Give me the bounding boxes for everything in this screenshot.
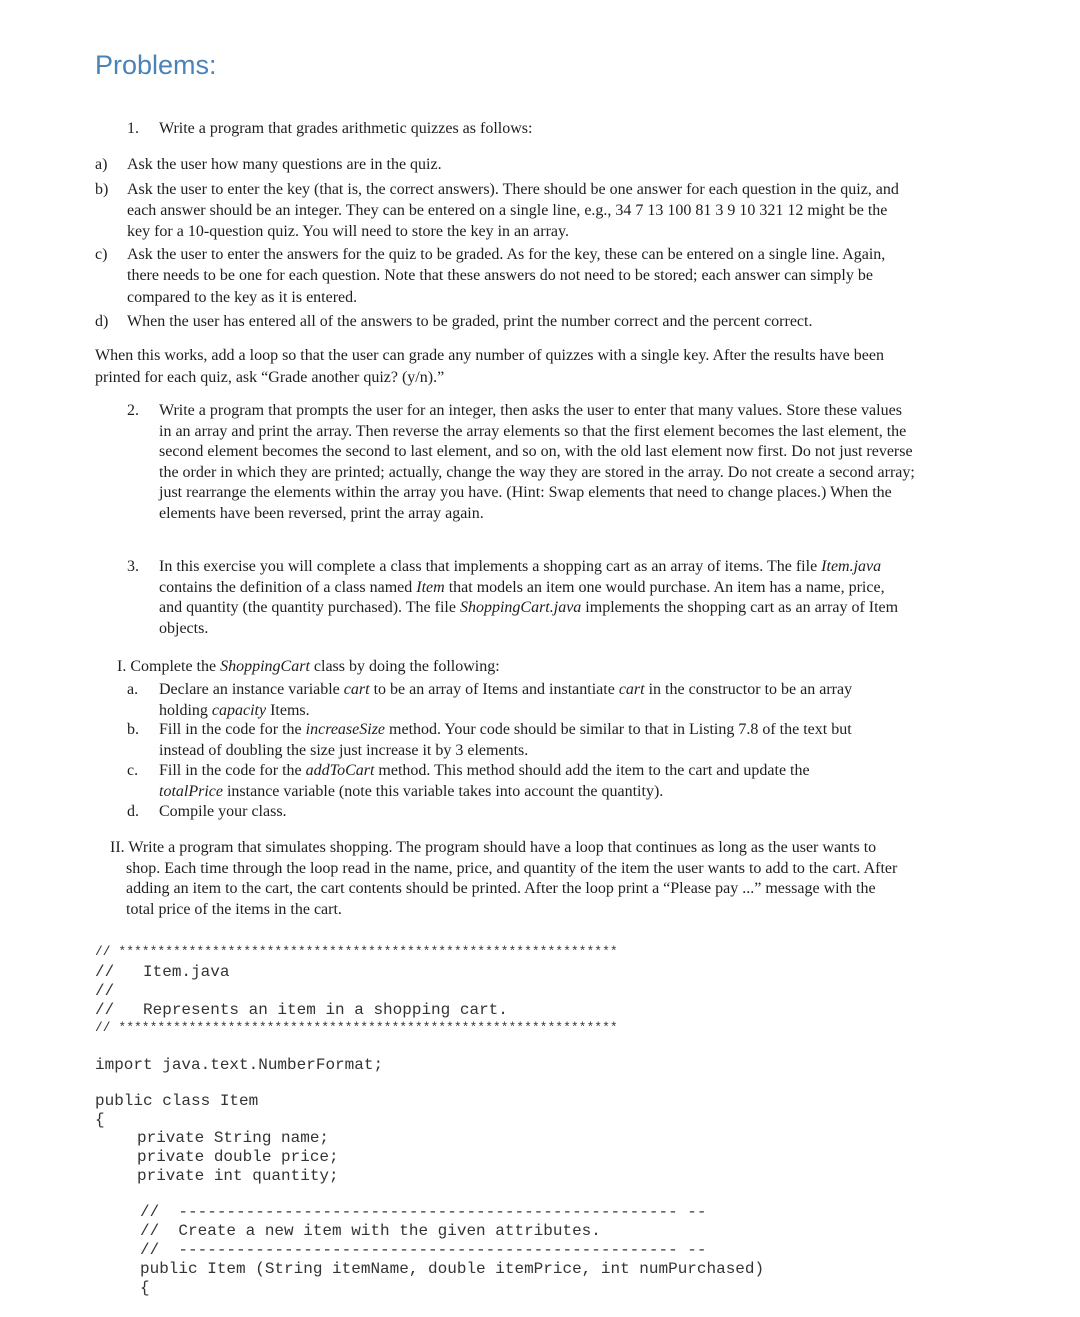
step-label: a) [95, 156, 108, 173]
part-1-heading: I. Complete the ShoppingCart class by doing the following: [117, 658, 500, 675]
paragraph-line: printed for each quiz, ask “Grade another quiz? (y/n).” [95, 368, 445, 386]
paragraph-line: In this exercise you will complete a class that implements a shopping cart as an array of items. The file Item.java [159, 558, 882, 575]
problem-number: 3. [127, 558, 139, 575]
step-line: there needs to be one for each question. Note that these answers do not need to be stored; each answer can simply be [127, 267, 873, 284]
code-brace: { [140, 1279, 150, 1297]
paragraph-line: objects. [159, 619, 209, 637]
page-title: Problems: [95, 50, 217, 80]
code-class-declaration: public class Item [95, 1092, 259, 1110]
code-comment-border: // **************************************************************** [95, 1020, 618, 1035]
code-brace: { [95, 1111, 105, 1129]
problem-1-followup [95, 346, 1015, 388]
problem-number: 1. [127, 120, 139, 137]
class-name: Item [416, 578, 445, 596]
step-label: c. [127, 762, 139, 779]
code-comment: // Represents an item in a shopping cart. [95, 1001, 508, 1019]
paragraph-line: second element becomes the second to last element, and so on, with the old last element now first. Do not just reverse [159, 443, 913, 460]
problem-1-intro: Write a program that grades arithmetic quizzes as follows: [159, 120, 533, 137]
step-line: When the user has entered all of the answers to be graded, print the number correct and the percent correct. [127, 313, 813, 330]
filename: Item.java [821, 558, 882, 575]
step-line: Ask the user to enter the answers for the quiz to be graded. As for the key, these can be entered on a single line. Again, [127, 246, 886, 263]
step-line: key for a 10-question quiz. You will need to store the key in an array. [127, 223, 569, 240]
code-field: private String name; [137, 1129, 330, 1147]
code-constructor: public Item (String itemName, double itemPrice, int numPurchased) [140, 1260, 765, 1278]
part-2 [110, 838, 1010, 920]
code-comment: // [95, 982, 115, 1000]
step-line: Ask the user how many questions are in the quiz. [127, 156, 442, 173]
problem-number: 2. [127, 402, 139, 419]
code-field: private int quantity; [137, 1167, 339, 1185]
code-comment: // Item.java [95, 963, 230, 981]
paragraph-line: and quantity (the quantity purchased). The file ShoppingCart.java implements the shopping cart as an array of Item [159, 599, 899, 616]
paragraph-line: Write a program that prompts the user for an integer, then asks the user to enter that many values. Store these values [159, 402, 902, 419]
step-line: Ask the user to enter the key (that is, the correct answers). There should be one answer for each question in the quiz, and [127, 181, 899, 198]
paragraph-line: contains the definition of a class named Item that models an item one would purchase. An item has a name, price, [159, 578, 885, 596]
step-label: b. [127, 721, 139, 738]
filename: ShoppingCart.java [459, 599, 582, 616]
paragraph-line: elements have been reversed, print the array again. [159, 504, 484, 522]
step-b: Fill in the code for the increaseSize method. Your code should be similar to that in Listing 7.8 of the text but instead of doubling the size just increase it by 3 elements. [159, 721, 852, 759]
code-comment-divider: // ---------------------------------------------------- -- [140, 1241, 707, 1259]
step-line: compared to the key as it is entered. [127, 289, 358, 306]
step-c: Fill in the code for the addToCart method. This method should add the item to the cart and update the totalPrice instance variable (note this variable takes into account the quantity). [159, 762, 810, 800]
step-d: Compile your class. [159, 803, 287, 820]
step-label: d) [95, 313, 109, 330]
paragraph-line: in an array and print the array. Then reverse the array elements so that the first element becomes the last element, the [159, 422, 907, 440]
code-field: private double price; [137, 1148, 339, 1166]
step-label: d. [127, 803, 139, 820]
paragraph-line: just rearrange the elements within the array you have. (Hint: Swap elements that need to change places.) When the [159, 484, 892, 501]
step-label: b) [95, 181, 109, 198]
paragraph-line: II. Write a program that simulates shopping. The program should have a loop that continues as long as the user wants to [110, 839, 877, 856]
paragraph-line: When this works, add a loop so that the user can grade any number of quizzes with a single key. After the results have been [95, 347, 884, 364]
code-import: import java.text.NumberFormat; [95, 1056, 384, 1074]
step-label: a. [127, 681, 139, 698]
class-name: ShoppingCart [220, 658, 310, 675]
paragraph-line: total price of the items in the cart. [126, 900, 342, 918]
step-a: Declare an instance variable cart to be an array of Items and instantiate cart in the constructor to be an array holding capacity Items. [159, 681, 853, 719]
code-comment: // Create a new item with the given attributes. [140, 1222, 601, 1240]
paragraph-line: shop. Each time through the loop read in the name, price, and quantity of the item the user wants to add to the cart. After [126, 859, 898, 877]
code-comment-border: // **************************************************************** [95, 944, 618, 959]
step-line: each answer should be an integer. They can be entered on a single line, e.g., 34 7 13 100 81 3 9 10 321 12 might be the [127, 202, 888, 219]
paragraph-line: adding an item to the cart, the cart contents should be printed. After the loop print a “Please pay ...” message with the [126, 880, 876, 897]
paragraph-line: the order in which they are printed; actually, change the way they are stored in the array. Do not create a second array; [159, 463, 915, 481]
code-comment-divider: // ---------------------------------------------------- -- [140, 1203, 707, 1221]
step-label: c) [95, 246, 108, 263]
